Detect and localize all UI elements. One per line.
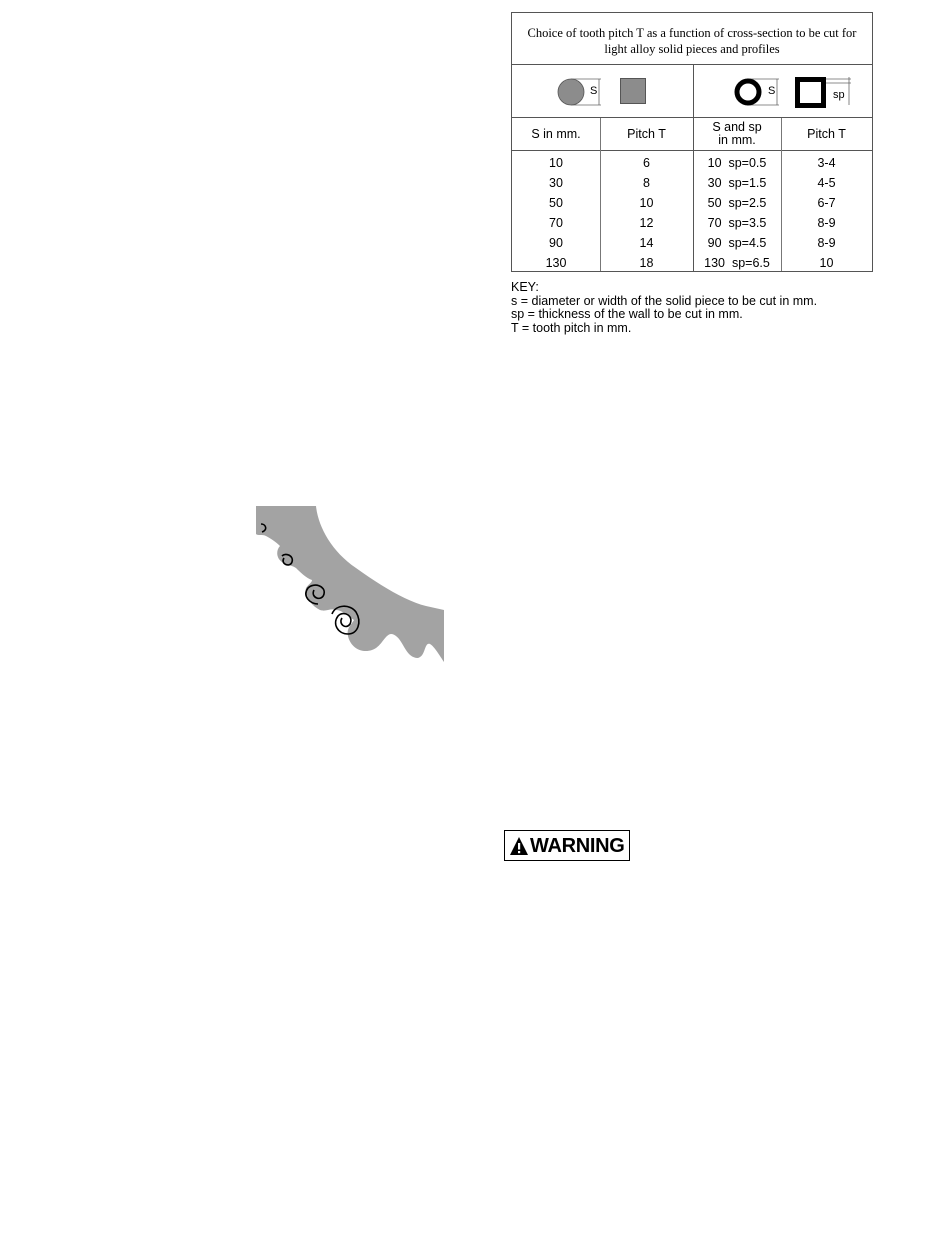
key-line-sp: sp = thickness of the wall to be cut in mm. bbox=[511, 307, 743, 321]
cell-pitch-2: 4-5 bbox=[817, 176, 836, 190]
cell-pitch: 8 bbox=[643, 176, 650, 190]
table-row bbox=[512, 213, 872, 233]
cell-s-sp: 90 sp=4.5 bbox=[707, 236, 767, 250]
header-pitch-t-2: Pitch T bbox=[807, 126, 846, 141]
cell-pitch-2: 10 bbox=[819, 256, 834, 270]
hollow-round-label: S bbox=[768, 85, 776, 97]
solid-square-icon bbox=[620, 78, 646, 104]
cell-s: 130 bbox=[545, 256, 567, 270]
cell-pitch: 14 bbox=[639, 236, 654, 250]
cell-s-sp: 130 sp=6.5 bbox=[704, 256, 770, 270]
table-title: Choice of tooth pitch T as a function of cross-section to be cut for light alloy solid pieces and profiles bbox=[512, 13, 872, 65]
header-s-and-sp bbox=[693, 118, 781, 150]
table-header-row bbox=[512, 118, 872, 151]
key-line-t: T = tooth pitch in mm. bbox=[511, 320, 632, 335]
header-pitch-t: Pitch T bbox=[627, 126, 666, 141]
table-row bbox=[512, 173, 872, 193]
cell-pitch-2: 8-9 bbox=[817, 216, 836, 230]
cross-section-icons-row bbox=[512, 65, 872, 118]
warning-text: WARNING bbox=[530, 834, 625, 857]
saw-blade-chip-illustration bbox=[256, 506, 444, 662]
table-row bbox=[512, 233, 872, 253]
header-s-and-sp-line1: S and sp bbox=[712, 120, 762, 134]
key-legend bbox=[511, 281, 891, 335]
cell-s: 70 bbox=[549, 216, 563, 230]
cell-s-sp: 50 sp=2.5 bbox=[707, 196, 767, 210]
table-row bbox=[512, 153, 872, 173]
table-row bbox=[512, 253, 872, 273]
cell-pitch: 10 bbox=[639, 196, 654, 210]
cell-s: 30 bbox=[549, 176, 563, 190]
cell-s-sp: 30 sp=1.5 bbox=[707, 176, 767, 190]
cell-pitch-2: 8-9 bbox=[817, 236, 836, 250]
header-s-and-sp-line2: in mm. bbox=[718, 133, 756, 147]
cell-pitch-2: 3-4 bbox=[817, 156, 836, 170]
cell-pitch: 6 bbox=[643, 156, 650, 170]
table-row bbox=[512, 193, 872, 213]
warning-triangle-icon bbox=[509, 836, 529, 856]
solid-round-label: S bbox=[590, 85, 598, 97]
cell-pitch: 12 bbox=[639, 216, 654, 230]
key-heading: KEY: bbox=[511, 280, 539, 294]
cell-pitch: 18 bbox=[639, 256, 654, 270]
cell-s: 90 bbox=[549, 236, 563, 250]
hollow-square-label: sp bbox=[833, 89, 845, 101]
saw-blade-teeth bbox=[256, 506, 444, 662]
cell-s: 10 bbox=[549, 156, 563, 170]
header-s-in-mm: S in mm. bbox=[531, 126, 581, 141]
cell-s: 50 bbox=[549, 196, 563, 210]
tooth-pitch-table bbox=[511, 12, 873, 272]
warning-label bbox=[504, 830, 630, 861]
cell-pitch-2: 6-7 bbox=[817, 196, 836, 210]
key-line-s: s = diameter or width of the solid piece to be cut in mm. bbox=[511, 293, 818, 308]
cell-s-sp: 70 sp=3.5 bbox=[707, 216, 767, 230]
cell-s-sp: 10 sp=0.5 bbox=[707, 156, 767, 170]
